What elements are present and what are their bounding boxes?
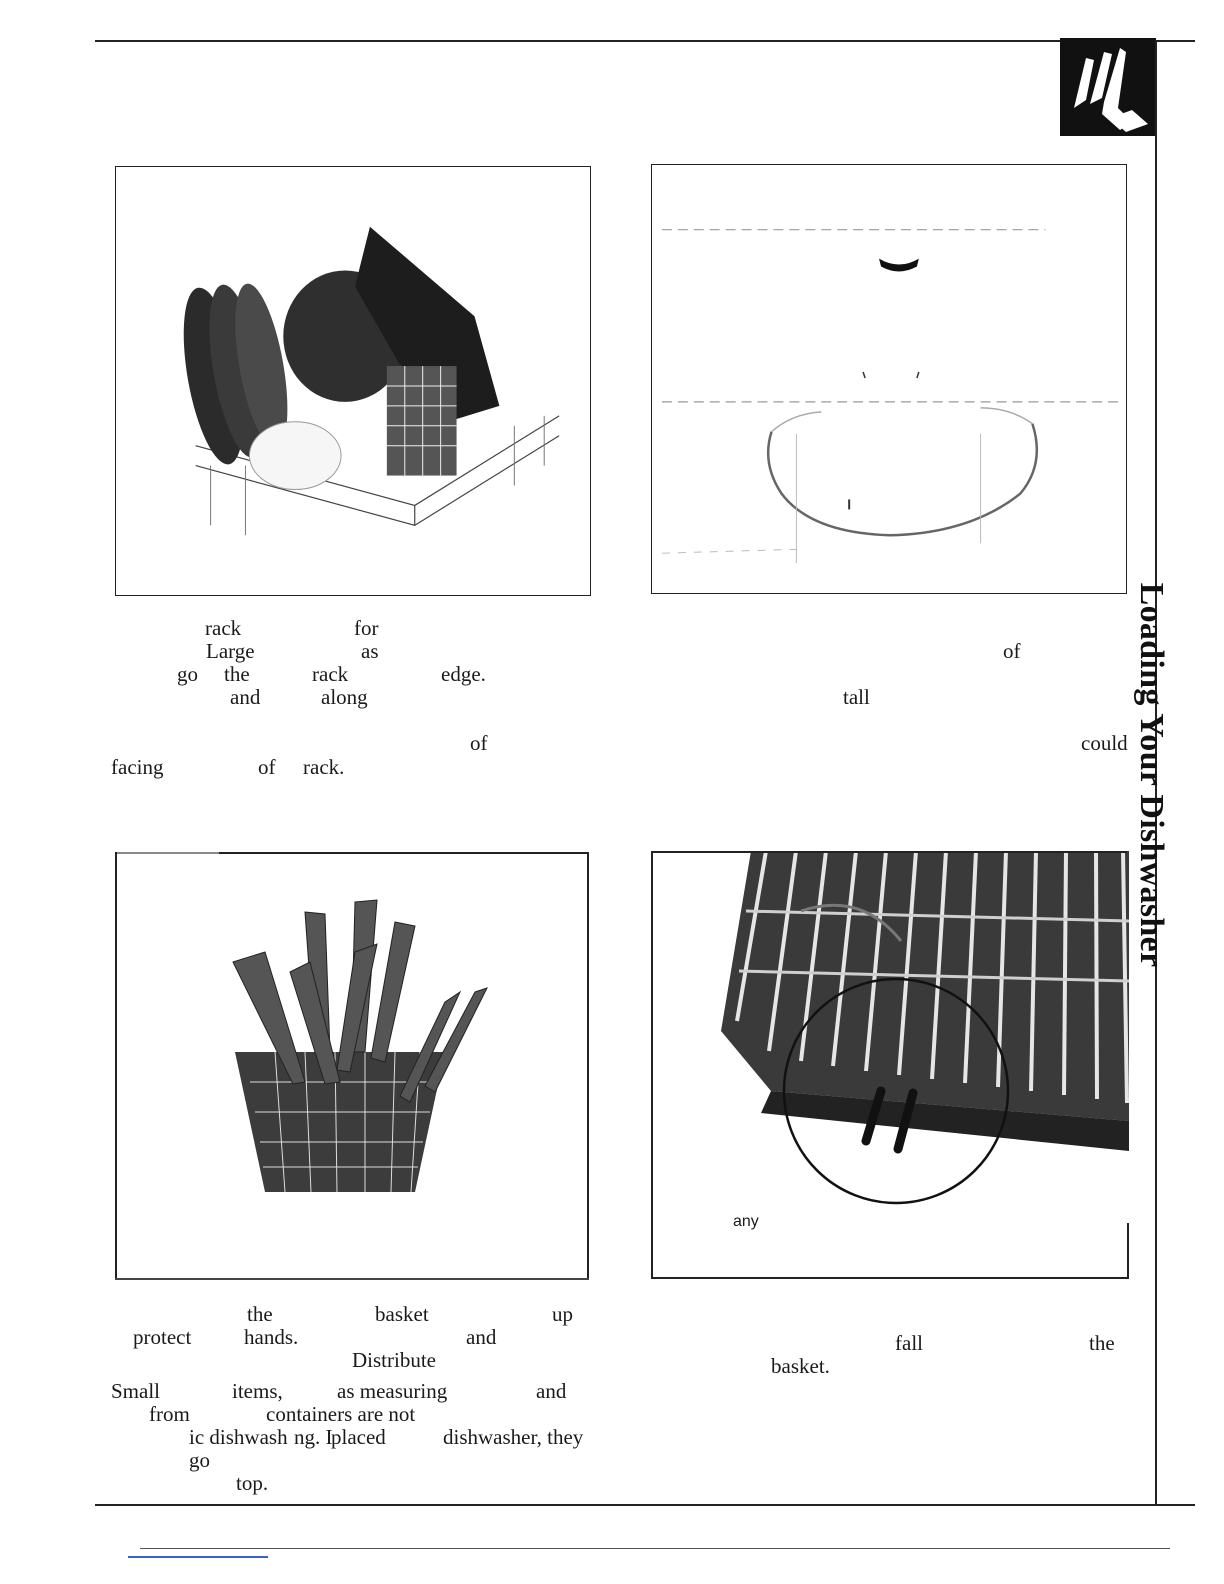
caption-word: and: [466, 1325, 497, 1349]
caption-word: along: [321, 685, 368, 709]
silverware-basket-image: [115, 852, 591, 1280]
caption-word: the: [247, 1302, 273, 1326]
caption-word: containers are not: [266, 1402, 416, 1426]
caption-word: for: [354, 616, 379, 640]
caption-word: dishwasher, they: [443, 1425, 584, 1449]
caption-word: go: [189, 1448, 210, 1472]
caption-word: tall: [843, 685, 870, 709]
section-side-title: Loading Your Dishwasher: [1133, 582, 1170, 968]
caption-word: of: [258, 755, 276, 779]
caption-word: hands.: [244, 1325, 299, 1349]
photo-label-any: any: [733, 1213, 759, 1230]
caption-word: edge.: [441, 662, 486, 686]
caption-word: placed: [331, 1425, 386, 1449]
caption-word: rack.: [303, 755, 345, 779]
caption-word: as measuring: [337, 1379, 448, 1403]
caption-word: and: [230, 685, 261, 709]
caption-word: facing: [111, 755, 164, 779]
caption-word: Large: [206, 639, 255, 663]
header-rule: [95, 40, 1195, 42]
caption-word: as: [361, 639, 379, 663]
footer-rule: [95, 1504, 1195, 1506]
caption-word: up: [552, 1302, 573, 1326]
caption-word: could: [1081, 731, 1128, 755]
caption-word: of: [1003, 639, 1021, 663]
hand-pressing-button-icon: [1060, 38, 1156, 136]
caption-word: the: [224, 662, 250, 686]
caption-word: Small: [111, 1379, 161, 1403]
caption-word: from: [149, 1402, 190, 1426]
caption-word: ng. I: [294, 1425, 333, 1449]
lower-rack-photo: [115, 166, 591, 596]
caption-word: items,: [232, 1379, 283, 1403]
caption-word: protect: [133, 1325, 192, 1349]
caption-word: ic dishwash: [189, 1425, 288, 1449]
tall-items-diagram: [651, 164, 1127, 594]
caption-word: rack: [312, 662, 349, 686]
caption-word: basket: [375, 1302, 429, 1326]
caption-word: go: [177, 662, 198, 686]
footer-thin-rule: [140, 1548, 1170, 1549]
section-tab-badge: [1060, 38, 1156, 136]
caption-word: of: [470, 731, 488, 755]
caption-word: fall: [895, 1331, 923, 1355]
caption-word: top.: [236, 1471, 269, 1495]
basket-bottom-photo-frame: [651, 851, 1129, 1279]
basket-closeup-image: [651, 851, 1129, 1279]
caption-word: rack: [205, 616, 242, 640]
caption-word: the: [1089, 1331, 1115, 1355]
caption-word: basket.: [771, 1354, 830, 1378]
footer-link-underline: [128, 1556, 268, 1558]
caption-word: and: [536, 1379, 567, 1403]
caption-word: Distribute: [352, 1348, 436, 1372]
silverware-basket-photo-frame: [115, 852, 591, 1280]
